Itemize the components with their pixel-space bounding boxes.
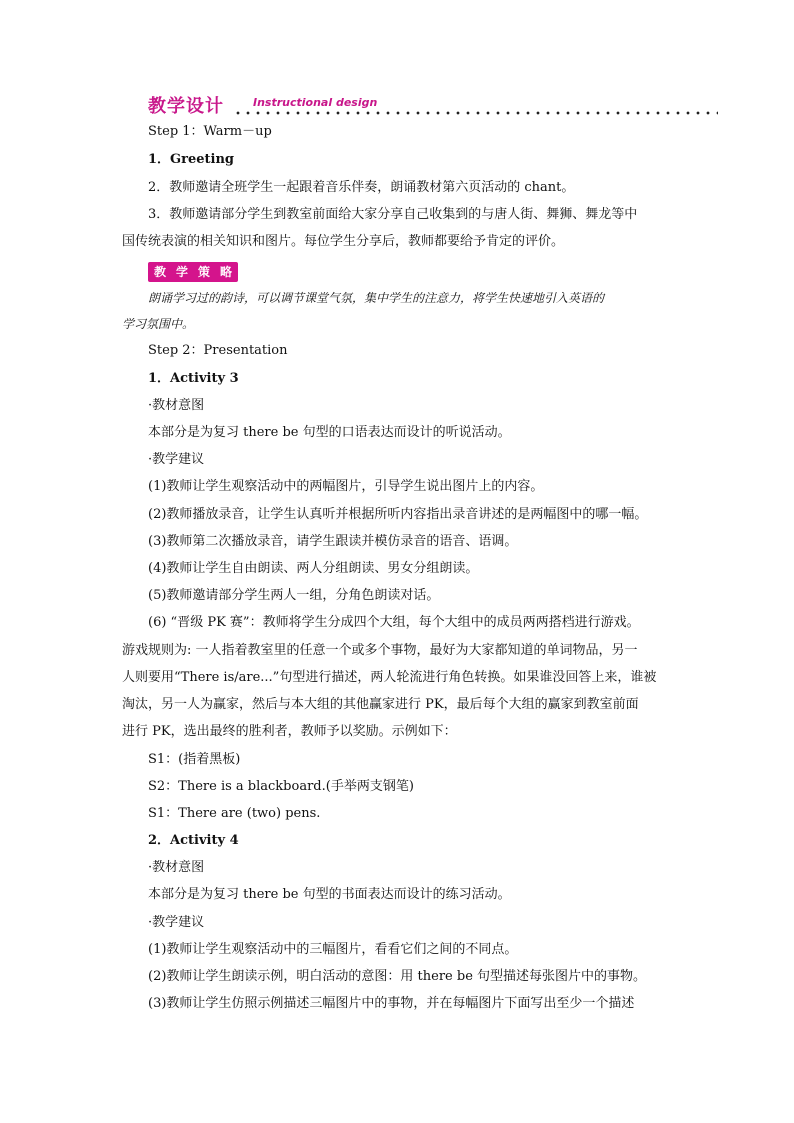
- strategy-text-line2: 学习氛围中。: [122, 317, 195, 331]
- advice-item: (1)教师让学生观察活动中的两幅图片，引导学生说出图片上的内容。: [148, 479, 544, 494]
- advice-item: (2)教师播放录音，让学生认真听并根据所听内容指出录音讲述的是两幅图中的哪一幅。: [148, 507, 648, 522]
- strategy-badge-char: 略: [220, 265, 233, 279]
- advice-label: ·教学建议: [148, 452, 205, 467]
- intent-label: ·教材意图: [148, 860, 205, 875]
- activity3-heading: 1．Activity 3: [148, 371, 239, 386]
- strategy-badge-char: 学: [176, 265, 189, 279]
- advice-item: (1)教师让学生观察活动中的三幅图片，看看它们之间的不同点。: [148, 942, 518, 957]
- activity4-heading: 2．Activity 4: [148, 833, 239, 848]
- advice-item: (4)教师让学生自由朗读、两人分组朗读、男女分组朗读。: [148, 561, 479, 576]
- step1-item3-line2: 国传统表演的相关知识和图片。每位学生分享后，教师都要给予肯定的评价。: [122, 234, 565, 249]
- advice-item: (5)教师邀请部分学生两人一组，分角色朗读对话。: [148, 588, 440, 603]
- strategy-text-line1: 朗诵学习过的韵诗，可以调节课堂气氛，集中学生的注意力，将学生快速地引入英语的: [148, 291, 605, 305]
- advice-label: ·教学建议: [148, 915, 205, 930]
- game-line3: 人则要用“There is/are...”句型进行描述，两人轮流进行角色转换。如果谁没回答上来，谁被: [122, 670, 657, 685]
- intent-text: 本部分是为复习 there be 句型的书面表达而设计的练习活动。: [148, 887, 511, 902]
- strategy-badge-char: 教: [154, 265, 167, 279]
- intent-text: 本部分是为复习 there be 句型的口语表达而设计的听说活动。: [148, 425, 511, 440]
- advice-item: (2)教师让学生朗读示例，明白活动的意图：用 there be 句型描述每张图片中的事物。: [148, 969, 647, 984]
- game-line2: 游戏规则为: 一人指着教室里的任意一个或多个事物，最好为大家都知道的单词物品，另一: [122, 643, 638, 658]
- strategy-badge-char: 策: [198, 265, 211, 279]
- game-line1: (6) “晋级 PK 赛”：教师将学生分成四个大组，每个大组中的成员两两搭档进行游戏。: [148, 615, 640, 630]
- step1-item3-line1: 3．教师邀请部分学生到教室前面给大家分享自己收集到的与唐人街、舞狮、舞龙等中: [148, 207, 638, 222]
- example-line: S2：There is a blackboard.(手举两支钢笔): [148, 779, 414, 794]
- step1-heading: Step 1：Warm－up: [148, 124, 272, 139]
- advice-item: (3)教师让学生仿照示例描述三幅图片中的事物，并在每幅图片下面写出至少一个描述: [148, 996, 635, 1011]
- header-title-cn: 教学设计: [148, 96, 224, 117]
- strategy-badge: [148, 262, 238, 282]
- advice-item: (3)教师第二次播放录音，请学生跟读并模仿录音的语音、语调。: [148, 534, 518, 549]
- example-line: S1：There are (two) pens.: [148, 806, 321, 821]
- step1-item2: 2．教师邀请全班学生一起跟着音乐伴奏，朗诵教材第六页活动的 chant。: [148, 180, 575, 195]
- header-dotted-rule: [233, 111, 718, 115]
- intent-label: ·教材意图: [148, 398, 205, 413]
- game-line4: 淘汰，另一人为赢家，然后与本大组的其他赢家进行 PK，最后每个大组的赢家到教室前面: [122, 697, 639, 712]
- step2-heading: Step 2：Presentation: [148, 343, 288, 358]
- greeting-heading: 1．Greeting: [148, 152, 235, 167]
- header-title-en: Instructional design: [253, 96, 378, 109]
- example-line: S1：(指着黑板): [148, 752, 241, 767]
- section-header: [148, 92, 718, 118]
- game-line5: 进行 PK，选出最终的胜利者，教师予以奖励。示例如下：: [122, 724, 457, 739]
